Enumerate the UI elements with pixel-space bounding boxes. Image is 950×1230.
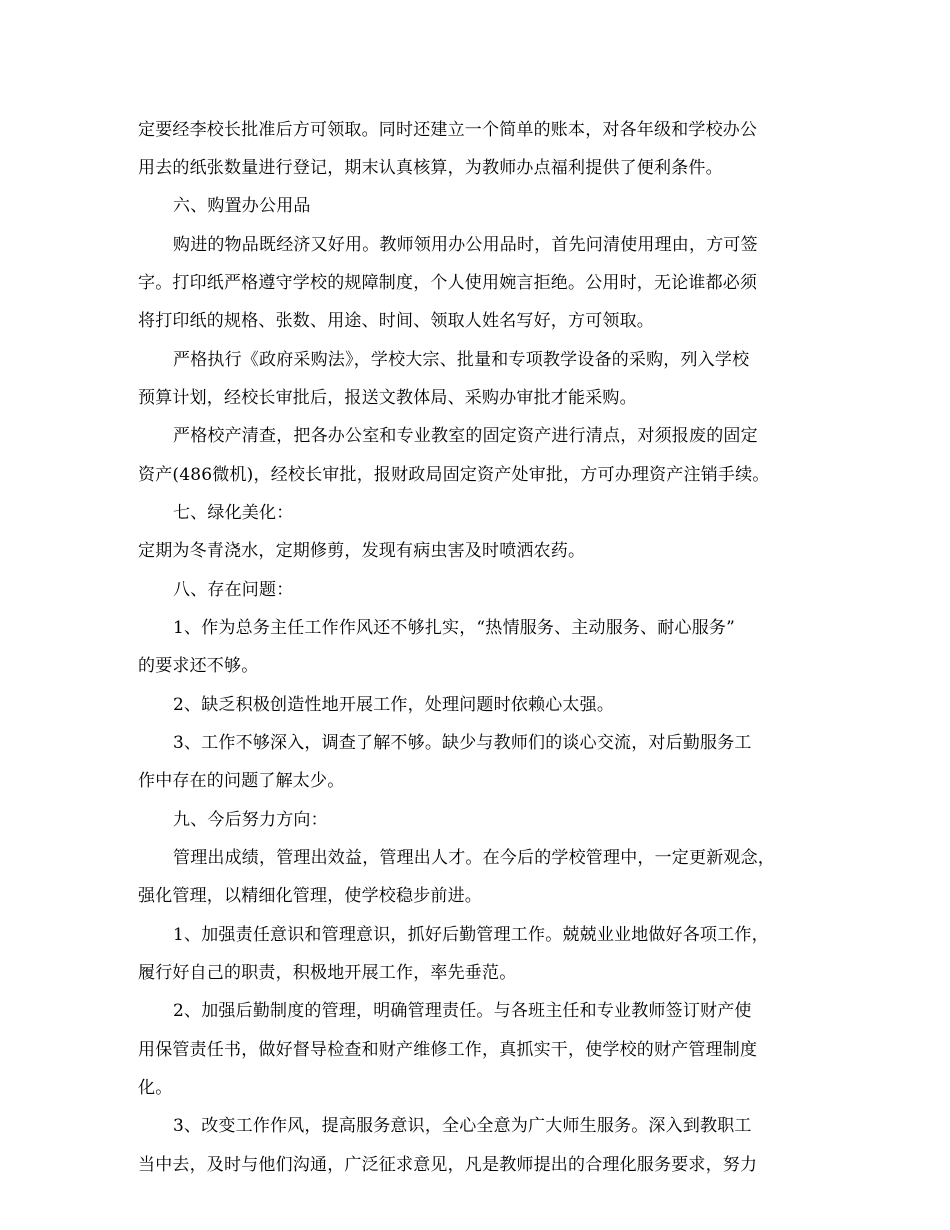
text-line: 将打印纸的规格、张数、用途、时间、领取人姓名写好，方可领取。	[138, 311, 654, 331]
section-heading: 六、购置办公用品	[173, 196, 311, 216]
text-line: 1、作为总务主任工作作风还不够扎实，“热情服务、主动服务、耐心服务”	[173, 618, 735, 638]
section-heading: 九、今后努力方向：	[173, 810, 328, 830]
text-line: 当中去，及时与他们沟通，广泛征求意见，凡是教师提出的合理化服务要求，努力	[138, 1155, 758, 1175]
text-line: 化。	[138, 1078, 173, 1098]
text-line: 预算计划，经校长审批后，报送文教体局、采购办审批才能采购。	[138, 388, 637, 408]
text-line: 字。打印纸严格遵守学校的规障制度，个人使用婉言拒绝。公用时，无论谁都必须	[138, 273, 758, 293]
text-line: 用保管责任书，做好督导检查和财产维修工作，真抓实干，使学校的财产管理制度	[138, 1040, 758, 1060]
text-line: 的要求还不够。	[138, 656, 259, 676]
text-line: 严格校产清查，把各办公室和专业教室的固定资产进行清点，对须报废的固定	[173, 426, 758, 446]
text-line: 定期为冬青浇水，定期修剪，发现有病虫害及时喷洒农药。	[138, 541, 586, 561]
text-line: 管理出成绩，管理出效益，管理出人才。在今后的学校管理中，一定更新观念，	[173, 848, 775, 868]
section-heading: 七、绿化美化：	[173, 503, 294, 523]
text-line: 2、缺乏积极创造性地开展工作，处理问题时依赖心太强。	[173, 695, 615, 715]
text-line: 作中存在的问题了解太少。	[138, 771, 345, 791]
text-line: 购进的物品既经济又好用。教师领用办公用品时，首先问清使用理由，方可签	[173, 235, 758, 255]
text-line: 资产(486微机)，经校长审批，报财政局固定资产处审批，方可办理资产注销手续。	[138, 465, 770, 485]
text-line: 1、加强责任意识和管理意识，抓好后勤管理工作。兢兢业业地做好各项工作，	[173, 925, 769, 945]
text-line: 强化管理，以精细化管理，使学校稳步前进。	[138, 886, 482, 906]
text-line: 2、加强后勤制度的管理，明确管理责任。与各班主任和专业教师签订财产使	[173, 1001, 752, 1021]
text-line: 严格执行《政府采购法》，学校大宗、批量和专项教学设备的采购，列入学校	[173, 350, 750, 370]
section-heading: 八、存在问题：	[173, 580, 294, 600]
text-line: 履行好自己的职责，积极地开展工作，率先垂范。	[138, 963, 517, 983]
text-line: 定要经李校长批准后方可领取。同时还建立一个简单的账本，对各年级和学校办公	[138, 120, 758, 140]
text-line: 3、改变工作作风，提高服务意识，全心全意为广大师生服务。深入到教职工	[173, 1116, 752, 1136]
text-line: 用去的纸张数量进行登记，期末认真核算，为教师办点福利提供了便利条件。	[138, 158, 723, 178]
text-line: 3、工作不够深入，调查了解不够。缺少与教师们的谈心交流，对后勤服务工	[173, 733, 752, 753]
